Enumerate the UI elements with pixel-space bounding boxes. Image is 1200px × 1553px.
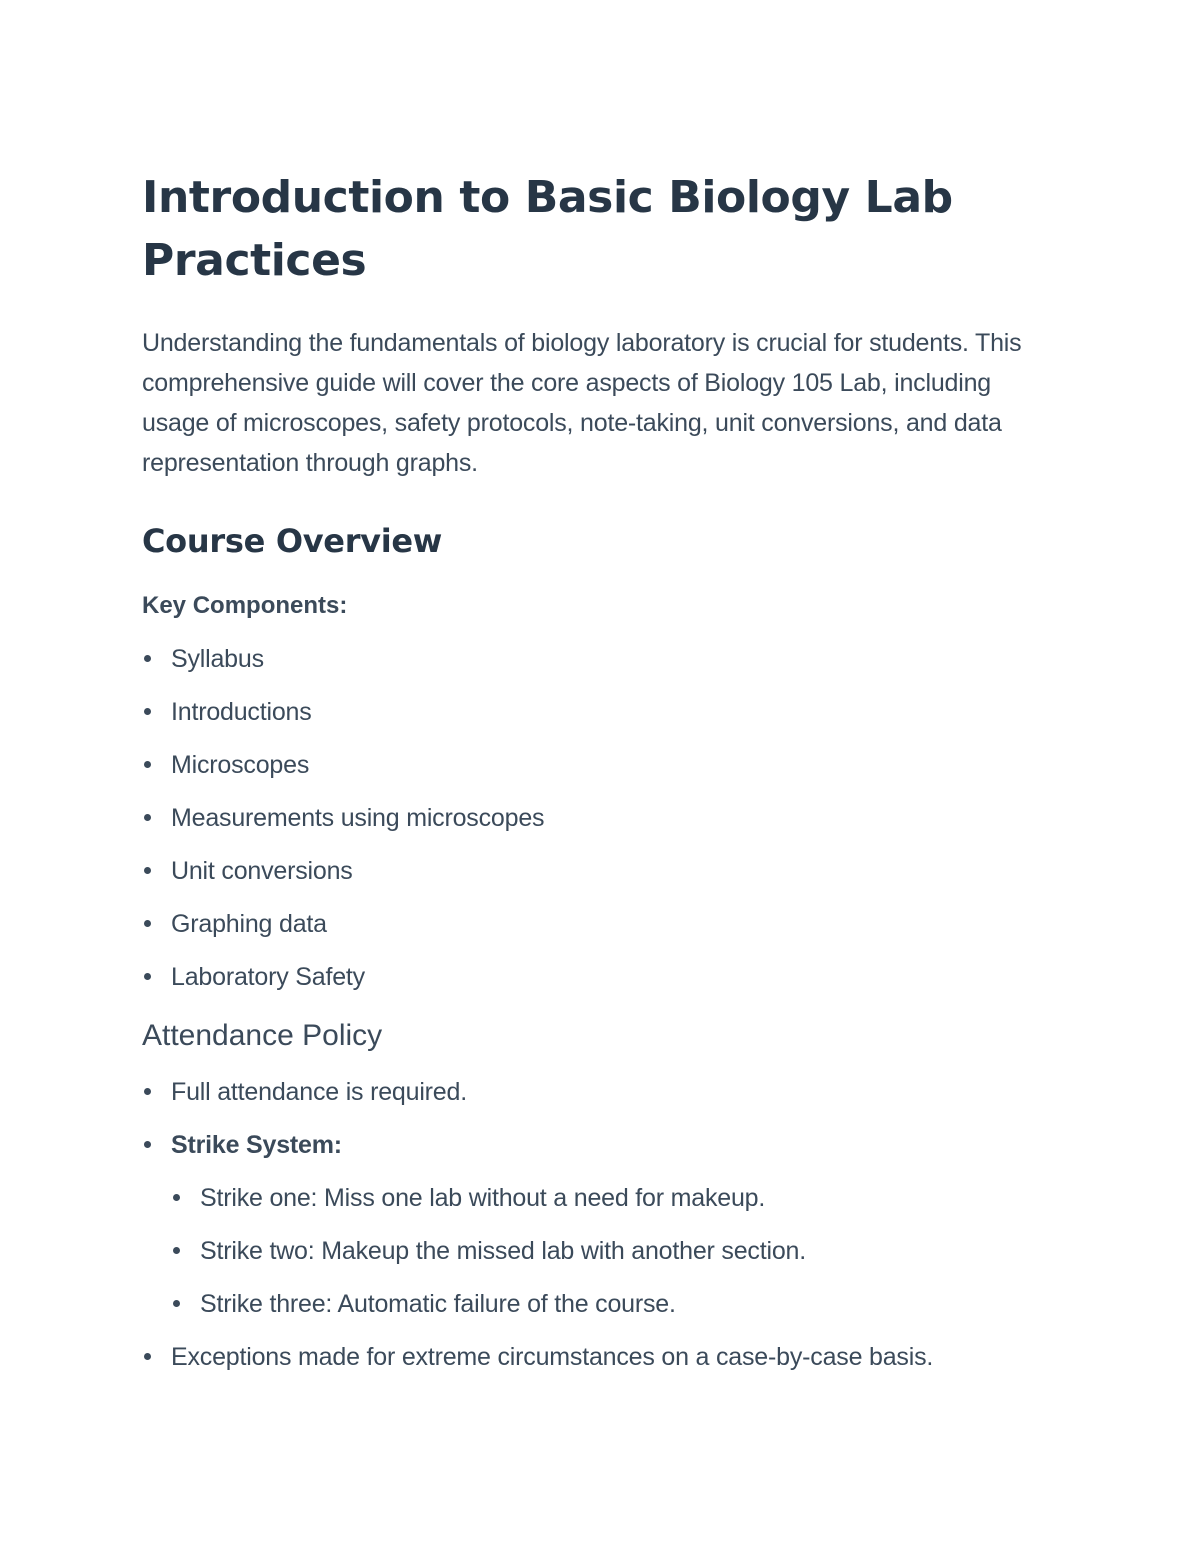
- strike-system-label: Strike System:: [171, 1131, 342, 1159]
- list-item: [142, 960, 1060, 994]
- list-item-text: Introductions: [171, 698, 312, 726]
- bullet-icon: [144, 708, 151, 715]
- list-item-text: Exceptions made for extreme circumstances on a case-by-case basis.: [171, 1343, 934, 1371]
- sub-list-item-text: Strike one: Miss one lab without a need for makeup.: [200, 1184, 766, 1212]
- section-heading-attendance-policy: Attendance Policy: [142, 1019, 383, 1052]
- bullet-icon: [144, 761, 151, 768]
- list-item-text: Laboratory Safety: [171, 963, 365, 991]
- key-components-list: [142, 642, 1060, 994]
- attendance-policy-list: [142, 1075, 1060, 1374]
- list-item: [142, 1075, 1060, 1109]
- bullet-icon: [173, 1300, 180, 1307]
- sub-list-item-text: Strike two: Makeup the missed lab with another section.: [200, 1237, 806, 1265]
- list-item-text: Syllabus: [171, 645, 264, 673]
- bullet-icon: [144, 1141, 151, 1148]
- bullet-icon: [144, 1353, 151, 1360]
- bullet-icon: [173, 1194, 180, 1201]
- intro-paragraph: Understanding the fundamentals of biology laboratory is crucial for students. This comprehensive guide will cover the core aspects of Biology 105 Lab, including usage of microscopes, safety protocols, note-taking, unit conversions, and data representation through graphs.: [142, 329, 1022, 477]
- section-heading-course-overview: Course Overview: [142, 522, 443, 560]
- list-item: [142, 907, 1060, 941]
- sub-list-item-text: Strike three: Automatic failure of the course.: [200, 1290, 676, 1318]
- bullet-icon: [173, 1247, 180, 1254]
- sub-list-item: [171, 1287, 1060, 1321]
- list-item-text: Measurements using microscopes: [171, 804, 545, 832]
- list-item: [142, 854, 1060, 888]
- list-item: [142, 1340, 1060, 1374]
- sub-list-item: [171, 1234, 1060, 1268]
- list-item-strike-system: [142, 1128, 1060, 1321]
- list-item-text: Graphing data: [171, 910, 327, 938]
- key-components-label: Key Components:: [142, 592, 348, 619]
- strike-list: [171, 1181, 1060, 1321]
- sub-list-item: [171, 1181, 1060, 1215]
- bullet-icon: [144, 920, 151, 927]
- bullet-icon: [144, 655, 151, 662]
- bullet-icon: [144, 867, 151, 874]
- list-item: [142, 748, 1060, 782]
- list-item-text: Full attendance is required.: [171, 1078, 467, 1106]
- list-item-text: Unit conversions: [171, 857, 353, 885]
- list-item: [142, 801, 1060, 835]
- document-title: Introduction to Basic Biology Lab Practices: [142, 172, 953, 286]
- bullet-icon: [144, 814, 151, 821]
- bullet-icon: [144, 973, 151, 980]
- list-item: [142, 642, 1060, 676]
- list-item-text: Microscopes: [171, 751, 310, 779]
- list-item: [142, 695, 1060, 729]
- bullet-icon: [144, 1088, 151, 1095]
